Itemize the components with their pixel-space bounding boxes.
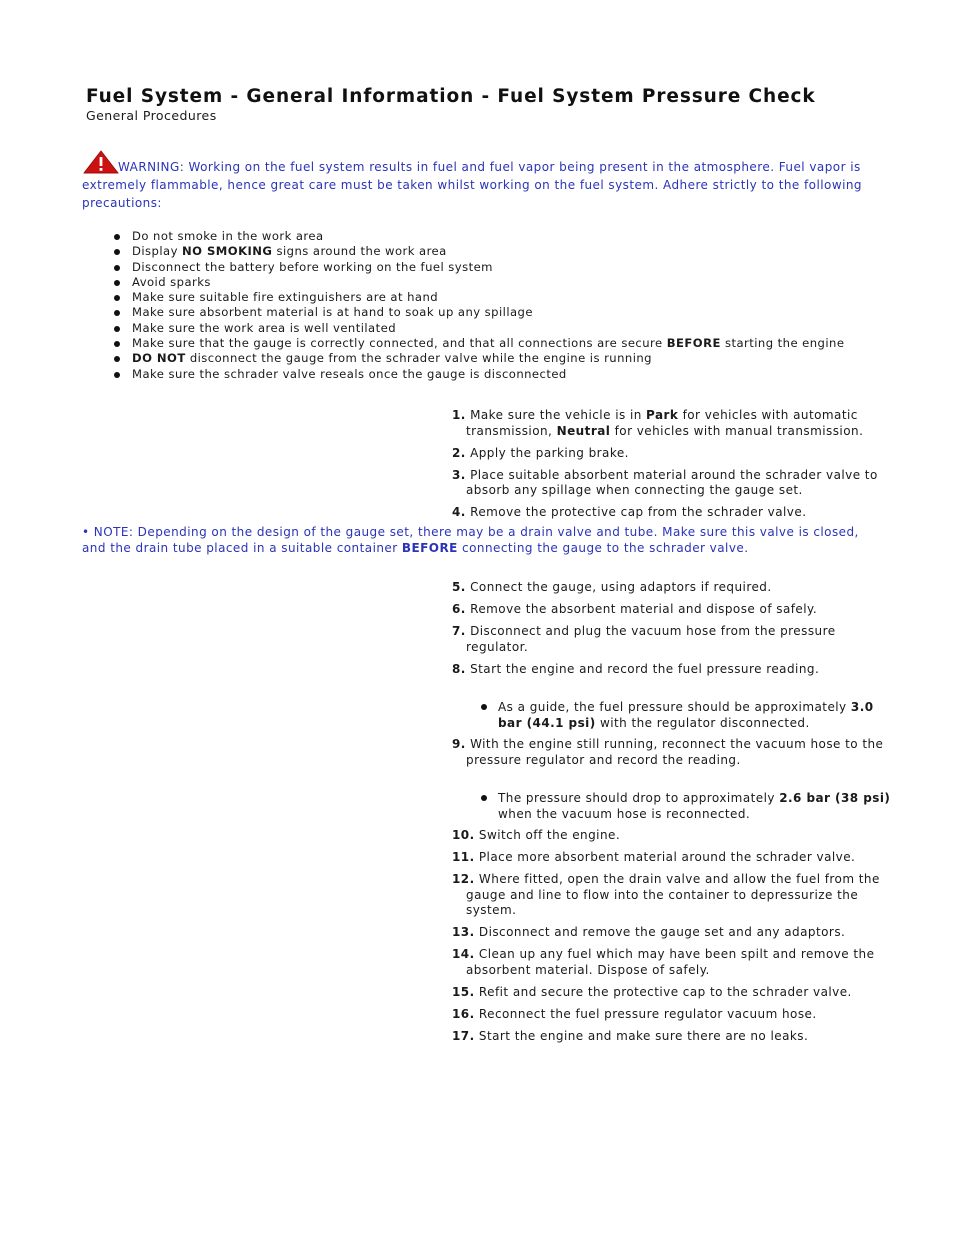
precaution-item — [114, 336, 844, 351]
precaution-item — [114, 275, 844, 290]
procedure-step — [452, 408, 892, 439]
step-number: 7. — [452, 624, 466, 638]
step-text: Remove the absorbent material and dispose of safely. — [470, 602, 818, 616]
step-text: Place suitable absorbent material around the schrader valve to absorb any spillage when connecting the gauge set. — [466, 467, 878, 497]
step-number: 2. — [452, 445, 466, 460]
step-text: Start the engine and record the fuel pressure reading. — [470, 661, 820, 676]
precaution-post: disconnect the gauge from the schrader valve while the engine is running — [185, 351, 652, 366]
procedure-step — [452, 446, 892, 462]
step-text: Clean up any fuel which may have been spilt and remove the absorbent material. Dispose of safely. — [466, 947, 875, 977]
step-text: Connect the gauge, using adaptors if required. — [470, 580, 772, 594]
guide-1-post: with the regulator disconnected. — [595, 716, 810, 730]
procedure-step — [452, 624, 892, 655]
step-number: 1. — [452, 408, 466, 422]
guide-pressure-disconnected — [481, 699, 898, 731]
procedure-step — [452, 468, 892, 499]
step-text: Disconnect and plug the vacuum hose from the pressure regulator. — [466, 624, 836, 654]
steps-list-5-8 — [452, 580, 892, 684]
procedure-step — [452, 505, 892, 521]
steps-list-1-4 — [452, 408, 892, 527]
step-text: Where fitted, open the drain valve and allow the fuel from the gauge and line to flow into the container to depressurize the system. — [466, 872, 880, 917]
step-number: 5. — [452, 580, 466, 594]
precaution-pre: Make sure absorbent material is at hand to soak up any spillage — [132, 305, 533, 320]
step-number: 10. — [452, 828, 475, 842]
precaution-pre: Make sure that the gauge is correctly connected, and that all connections are secure — [132, 336, 667, 351]
precaution-pre: Disconnect the battery before working on the fuel system — [132, 259, 493, 274]
precaution-pre: Display — [132, 244, 183, 259]
guide-1-pre: As a guide, the fuel pressure should be approximately — [498, 700, 851, 714]
precaution-item — [114, 260, 844, 275]
step-number: 8. — [452, 661, 466, 676]
precaution-pre: Avoid sparks — [132, 274, 211, 289]
step-text: Disconnect and remove the gauge set and any adaptors. — [478, 925, 846, 939]
procedure-step — [452, 985, 892, 1001]
procedure-step — [452, 925, 892, 941]
precaution-item — [114, 290, 844, 305]
step-number: 13. — [452, 925, 475, 939]
page-title: Fuel System - General Information - Fuel System Pressure Check — [86, 86, 816, 107]
step-text: Place more absorbent material around the schrader valve. — [478, 850, 856, 864]
step-number: 14. — [452, 947, 475, 961]
step-text: Remove the protective cap from the schrader valve. — [470, 505, 807, 519]
guide-2-bold: 2.6 bar (38 psi) — [779, 791, 891, 805]
precautions-list — [114, 229, 844, 382]
step-number: 6. — [452, 602, 466, 616]
precaution-pre: Make sure the schrader valve reseals once the gauge is disconnected — [132, 366, 567, 381]
procedure-step — [452, 1029, 892, 1045]
procedure-step — [452, 1007, 892, 1023]
step-text: Make sure the vehicle is in Park for vehicles with automatic transmission, Neutral for vehicles with manual transmission. — [466, 408, 864, 438]
step-number: 16. — [452, 1006, 475, 1021]
step-number: 9. — [452, 737, 466, 751]
precaution-item — [114, 351, 844, 366]
note-post: connecting the gauge to the schrader valve. — [457, 541, 749, 555]
guide-2-post: when the vacuum hose is reconnected. — [498, 807, 751, 821]
procedure-step — [452, 662, 892, 678]
note-pre: • NOTE: Depending on the design of the gauge set, there may be a drain valve and tube. Make sure this valve is closed, and the drain tube placed in a suitable container — [82, 525, 859, 555]
precaution-post: signs around the work area — [272, 244, 447, 259]
step-text: Start the engine and make sure there are no leaks. — [478, 1028, 809, 1043]
precaution-pre: Make sure the work area is well ventilated — [132, 320, 396, 335]
precaution-item — [114, 305, 844, 320]
precaution-bold: NO SMOKING — [182, 244, 273, 259]
procedure-step — [452, 872, 892, 919]
precaution-item — [114, 321, 844, 336]
precaution-post: starting the engine — [720, 336, 845, 351]
precaution-item — [114, 244, 844, 259]
guide-1-bold: 3.0 bar (44.1 psi) — [498, 700, 874, 730]
procedure-step — [452, 947, 892, 978]
steps-list-9 — [452, 737, 892, 775]
precaution-pre: Do not smoke in the work area — [132, 229, 324, 243]
procedure-step — [452, 850, 892, 866]
step-text: Refit and secure the protective cap to the schrader valve. — [478, 984, 852, 999]
guide-2-pre: The pressure should drop to approximately — [498, 791, 780, 805]
warning-body: WARNING: Working on the fuel system results in fuel and fuel vapor being present in the atmosphere. Fuel vapor is extremely flammable, hence great care must be taken whilst working on the fuel system. Adhere strictly to the following precautions: — [82, 160, 863, 210]
page-subtitle: General Procedures — [86, 108, 217, 123]
procedure-step — [452, 828, 892, 844]
step-number: 12. — [452, 872, 475, 886]
note-bold: BEFORE — [401, 541, 458, 555]
step-number: 3. — [452, 467, 466, 482]
step-number: 11. — [452, 850, 475, 864]
step-text: Reconnect the fuel pressure regulator vacuum hose. — [478, 1006, 817, 1021]
precaution-bold: DO NOT — [132, 351, 186, 366]
step-number: 4. — [452, 505, 466, 519]
guide-pressure-reconnected — [481, 790, 898, 822]
procedure-step — [452, 602, 892, 618]
step-number: 15. — [452, 984, 475, 999]
precaution-pre: Make sure suitable fire extinguishers are at hand — [132, 290, 439, 305]
procedure-step — [452, 580, 892, 596]
step-text: Apply the parking brake. — [470, 445, 629, 460]
steps-list-10-17 — [452, 828, 892, 1051]
warning-text — [82, 158, 882, 212]
precaution-bold: BEFORE — [666, 336, 721, 351]
step-number: 17. — [452, 1028, 475, 1043]
step-text: With the engine still running, reconnect the vacuum hose to the pressure regulator and record the reading. — [466, 737, 884, 767]
note-text — [82, 524, 882, 556]
step-text: Switch off the engine. — [478, 828, 621, 842]
precaution-item — [114, 229, 844, 244]
precaution-item — [114, 367, 844, 382]
procedure-step — [452, 737, 892, 768]
